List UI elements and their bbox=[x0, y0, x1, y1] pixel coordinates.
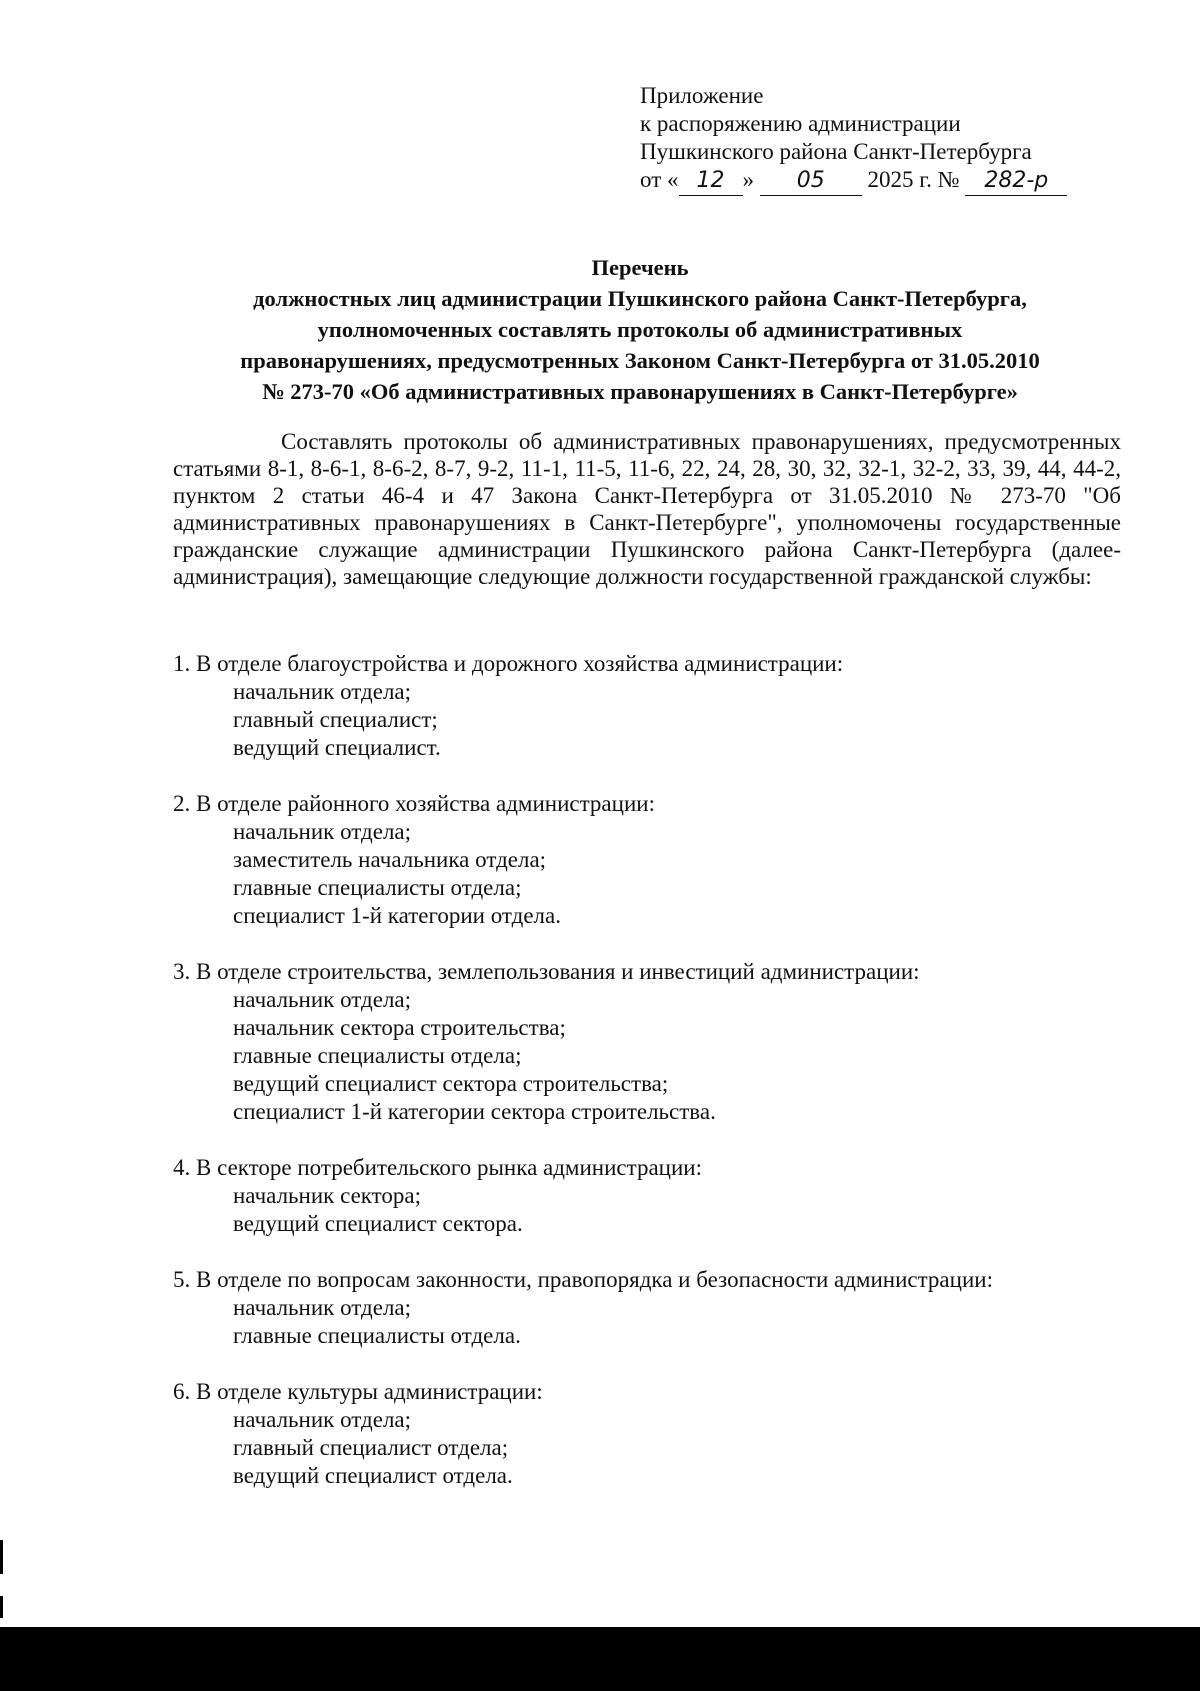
list-item: специалист 1-й категории сектора строительства. bbox=[233, 1099, 716, 1124]
section-4 bbox=[173, 1154, 1133, 1238]
date-mid: » bbox=[742, 167, 754, 192]
section-heading: 6. В отделе культуры администрации: bbox=[173, 1379, 543, 1404]
list-item: начальник отдела; bbox=[233, 1295, 412, 1320]
list-item: начальник отдела; bbox=[233, 679, 412, 704]
list-item: ведущий специалист отдела. bbox=[233, 1463, 513, 1488]
section-5 bbox=[173, 1266, 1133, 1350]
list-item: главный специалист; bbox=[233, 707, 438, 732]
section-heading: 2. В отделе районного хозяйства администрации: bbox=[173, 791, 655, 816]
title-line-1: Перечень bbox=[591, 255, 689, 280]
appendix-district: Пушкинского района Санкт-Петербурга bbox=[640, 139, 1032, 164]
list-item: главные специалисты отдела; bbox=[233, 875, 522, 900]
section-heading: 5. В отделе по вопросам законности, правопорядка и безопасности администрации: bbox=[173, 1267, 993, 1292]
list-item: ведущий специалист сектора. bbox=[233, 1211, 523, 1236]
title-line-2: должностных лиц администрации Пушкинского района Санкт-Петербурга, bbox=[253, 286, 1027, 311]
list-item: ведущий специалист сектора строительства; bbox=[233, 1071, 669, 1096]
title-line-5: № 273-70 «Об административных правонарушениях в Санкт-Петербурге» bbox=[262, 379, 1018, 404]
date-year: 2025 г. № bbox=[867, 167, 960, 192]
section-6 bbox=[173, 1378, 1133, 1490]
doc-number-handwritten: 282-р bbox=[965, 167, 1067, 196]
section-3 bbox=[173, 958, 1133, 1126]
section-heading: 4. В секторе потребительского рынка администрации: bbox=[173, 1155, 702, 1180]
title-line-3: уполномоченных составлять протоколы об административных bbox=[317, 317, 963, 342]
appendix-order-ref: к распоряжению администрации bbox=[640, 111, 961, 136]
sections-list bbox=[173, 650, 1133, 1518]
list-item: заместитель начальника отдела; bbox=[233, 847, 547, 872]
section-1 bbox=[173, 650, 1133, 762]
appendix-label: Приложение bbox=[640, 83, 764, 108]
list-item: начальник отдела; bbox=[233, 1407, 412, 1432]
date-month-handwritten: 05 bbox=[760, 167, 862, 196]
section-heading: 1. В отделе благоустройства и дорожного хозяйства администрации: bbox=[173, 651, 844, 676]
date-day-handwritten: 12 bbox=[679, 167, 743, 196]
list-item: ведущий специалист. bbox=[233, 735, 441, 760]
list-item: специалист 1-й категории отдела. bbox=[233, 903, 561, 928]
appendix-header bbox=[640, 82, 1067, 196]
list-item: главный специалист отдела; bbox=[233, 1435, 509, 1460]
appendix-date-line bbox=[640, 166, 1067, 196]
list-item: начальник отдела; bbox=[233, 819, 412, 844]
date-prefix: от « bbox=[640, 167, 679, 192]
scan-margin-mark bbox=[0, 1596, 3, 1618]
list-item: начальник отдела; bbox=[233, 987, 412, 1012]
list-item: главные специалисты отдела. bbox=[233, 1323, 521, 1348]
section-2 bbox=[173, 790, 1133, 930]
title-line-4: правонарушениях, предусмотренных Законом Санкт-Петербурга от 31.05.2010 bbox=[240, 348, 1040, 373]
section-heading: 3. В отделе строительства, землепользования и инвестиций администрации: bbox=[173, 959, 920, 984]
intro-paragraph: Составлять протоколы об административных правонарушениях, предусмотренных статьями 8-1, 8-6-1, 8-6-2, 8-7, 9-2, 11-1, 11-5, 11-6, 22, 24, 28, 30, 32, 32-1, 32-2, 33, 39, 44, 44-2, пунктом 2 статьи 46-4 и 47 Закона Санкт-Петербурга от 31.05.2010 № 273-70 "Об административных правонарушениях в Санкт-Петербурге", уполномочены государственные гражданские служащие администрации Пушкинского района Санкт-Петербурга (далее-администрация), замещающие следующие должности государственной гражданской службы: bbox=[173, 429, 1121, 589]
scan-margin-mark bbox=[0, 1540, 3, 1574]
list-item: начальник сектора; bbox=[233, 1183, 421, 1208]
list-item: главные специалисты отдела; bbox=[233, 1043, 522, 1068]
scan-edge-bar bbox=[0, 1627, 1200, 1691]
list-item: начальник сектора строительства; bbox=[233, 1015, 566, 1040]
document-title bbox=[160, 252, 1120, 407]
